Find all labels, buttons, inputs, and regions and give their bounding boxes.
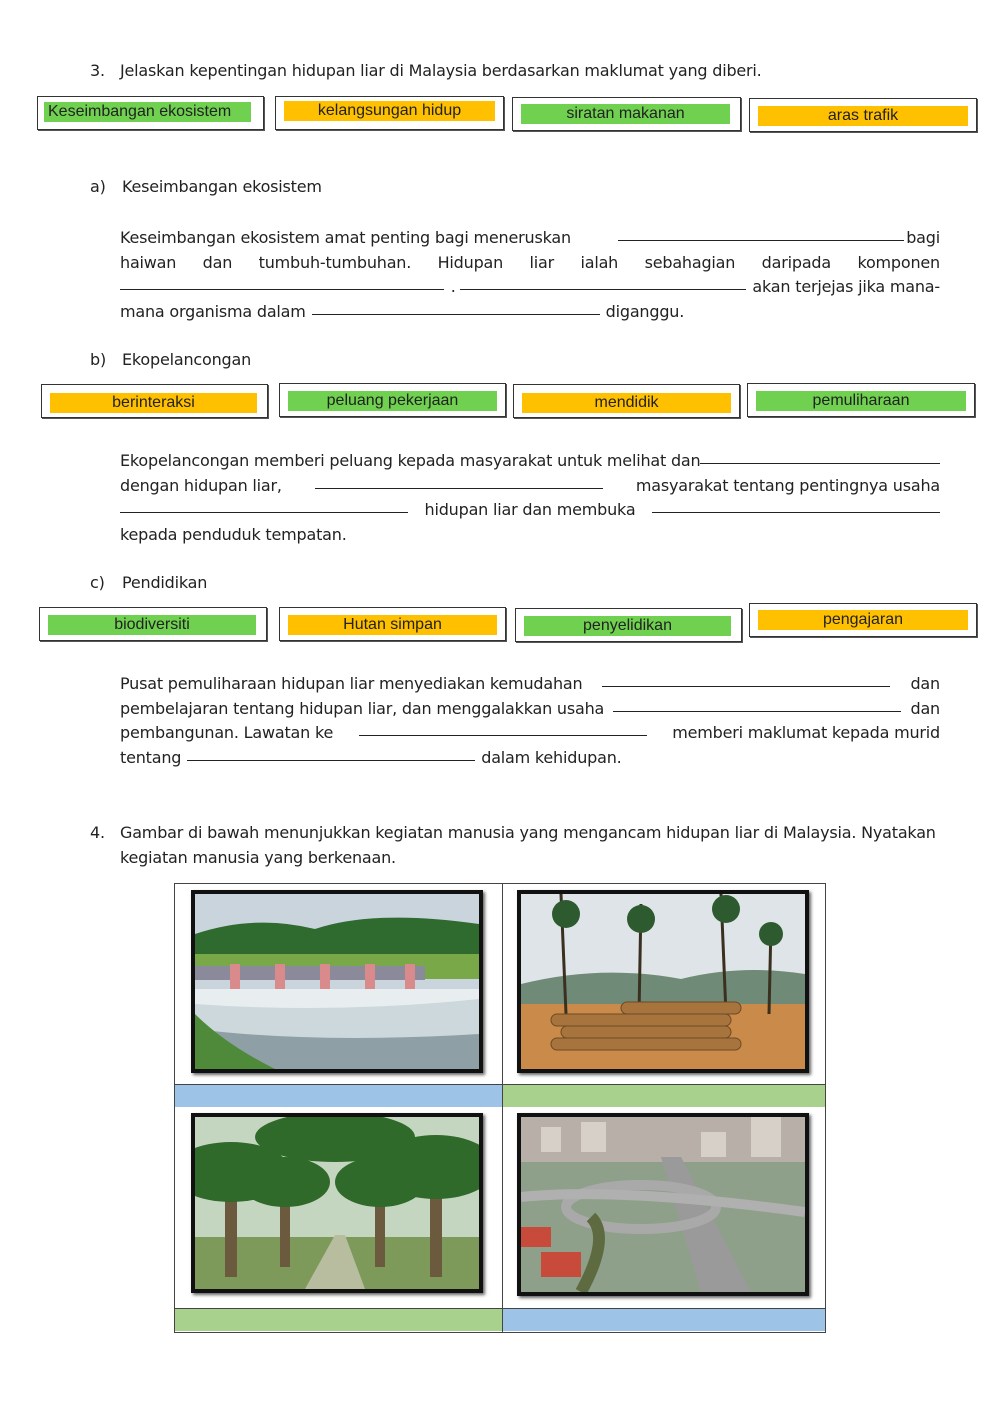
question-text: Jelaskan kepentingan hidupan liar di Malaysia berdasarkan maklumat yang diberi.	[120, 61, 762, 80]
text: bagi	[906, 228, 940, 247]
text-line: kepada penduduk tempatan.	[120, 524, 347, 544]
section-letter: b)	[90, 350, 106, 369]
answer-blank[interactable]	[359, 721, 647, 736]
question-text: kegiatan manusia yang berkenaan.	[120, 848, 396, 867]
image-table	[174, 883, 826, 1333]
word-bank-box	[515, 608, 742, 642]
word-bank-box	[279, 607, 506, 641]
answer-blank[interactable]	[700, 449, 940, 464]
text: hidupan liar dan membuka	[424, 500, 636, 519]
word-bank-box	[279, 383, 506, 417]
answer-blank[interactable]	[652, 498, 940, 513]
question-number: 3.	[90, 61, 105, 80]
text: mana organisma dalam	[120, 301, 306, 321]
word-chip[interactable]: peluang pekerjaan	[288, 391, 497, 411]
section-title: Keseimbangan ekosistem	[122, 177, 322, 196]
text: dan	[910, 674, 940, 693]
answer-cell[interactable]	[503, 1309, 825, 1331]
text: Ekopelancongan memberi peluang kepada masyarakat untuk melihat dan	[120, 451, 701, 470]
section-letter: a)	[90, 177, 106, 196]
word-chip[interactable]: biodiversiti	[48, 615, 256, 635]
word-chip[interactable]: aras trafik	[758, 106, 968, 126]
text: masyarakat tentang pentingnya usaha	[635, 475, 940, 495]
word-chip[interactable]: Hutan simpan	[288, 615, 497, 635]
answer-blank[interactable]	[312, 300, 600, 315]
text: tentang	[120, 747, 182, 767]
question-4-title	[90, 820, 950, 870]
word-chip[interactable]: berinteraksi	[50, 393, 257, 413]
paragraph-a	[120, 226, 940, 324]
word-chip[interactable]: pengajaran	[758, 610, 968, 630]
answer-blank[interactable]	[120, 275, 444, 290]
paragraph-c	[120, 672, 940, 770]
section-a-heading	[90, 177, 322, 196]
answer-blank[interactable]	[613, 697, 901, 712]
text: dengan hidupan liar,	[120, 475, 282, 495]
text: pembangunan. Lawatan ke	[120, 723, 334, 742]
paragraph-b	[120, 449, 940, 547]
section-letter: c)	[90, 573, 105, 592]
word-chip[interactable]: Keseimbangan ekosistem	[44, 102, 251, 122]
text: Keseimbangan ekosistem amat penting bagi meneruskan	[120, 228, 571, 247]
oil-palm-plantation-icon	[191, 1113, 483, 1293]
section-title: Pendidikan	[122, 573, 208, 592]
section-c-heading	[90, 573, 207, 592]
word-chip[interactable]: siratan makanan	[521, 104, 730, 124]
answer-cell[interactable]	[503, 1085, 825, 1107]
answer-cell[interactable]	[175, 1085, 502, 1107]
answer-blank[interactable]	[187, 746, 475, 761]
word-bank-box	[512, 97, 741, 131]
question-3-title	[90, 61, 970, 80]
answer-blank[interactable]	[618, 226, 904, 241]
word-chip[interactable]: kelangsungan hidup	[284, 101, 495, 121]
question-text: Gambar di bawah menunjukkan kegiatan manusia yang mengancam hidupan liar di Malaysia. Nyatakan	[120, 823, 936, 842]
text: akan terjejas jika mana-	[752, 277, 940, 296]
logging-icon	[517, 890, 809, 1073]
answer-cell[interactable]	[175, 1309, 502, 1331]
text: .	[450, 277, 456, 296]
answer-blank[interactable]	[120, 498, 408, 513]
answer-blank[interactable]	[460, 275, 746, 290]
text: pembelajaran tentang hidupan liar, dan menggalakkan usaha	[120, 698, 605, 718]
text: Pusat pemuliharaan hidupan liar menyediakan kemudahan	[120, 674, 583, 693]
question-number: 4.	[90, 823, 105, 842]
word-bank-box	[39, 607, 267, 641]
word-chip[interactable]: penyelidikan	[524, 616, 731, 636]
section-title: Ekopelancongan	[122, 350, 252, 369]
word-chip[interactable]: pemuliharaan	[756, 391, 966, 411]
word-bank-box	[747, 383, 975, 417]
word-bank-box	[513, 384, 740, 418]
word-bank-box	[749, 603, 977, 637]
answer-blank[interactable]	[315, 474, 603, 489]
word-bank-box	[749, 98, 977, 132]
word-chip[interactable]: mendidik	[522, 393, 731, 413]
text: dan	[910, 698, 940, 718]
word-bank-box	[37, 96, 264, 130]
word-bank-box	[275, 96, 504, 130]
text-line: haiwan dan tumbuh-tumbuhan. Hidupan liar ialah sebahagian daripada komponen	[120, 252, 940, 272]
answer-blank[interactable]	[602, 672, 890, 687]
word-bank-box	[41, 384, 268, 418]
text: dalam kehidupan.	[481, 747, 622, 767]
text: memberi maklumat kepada murid	[672, 723, 940, 742]
dam-icon	[191, 890, 483, 1073]
highway-interchange-icon	[517, 1113, 809, 1296]
text: diganggu.	[605, 301, 685, 321]
section-b-heading	[90, 350, 251, 369]
